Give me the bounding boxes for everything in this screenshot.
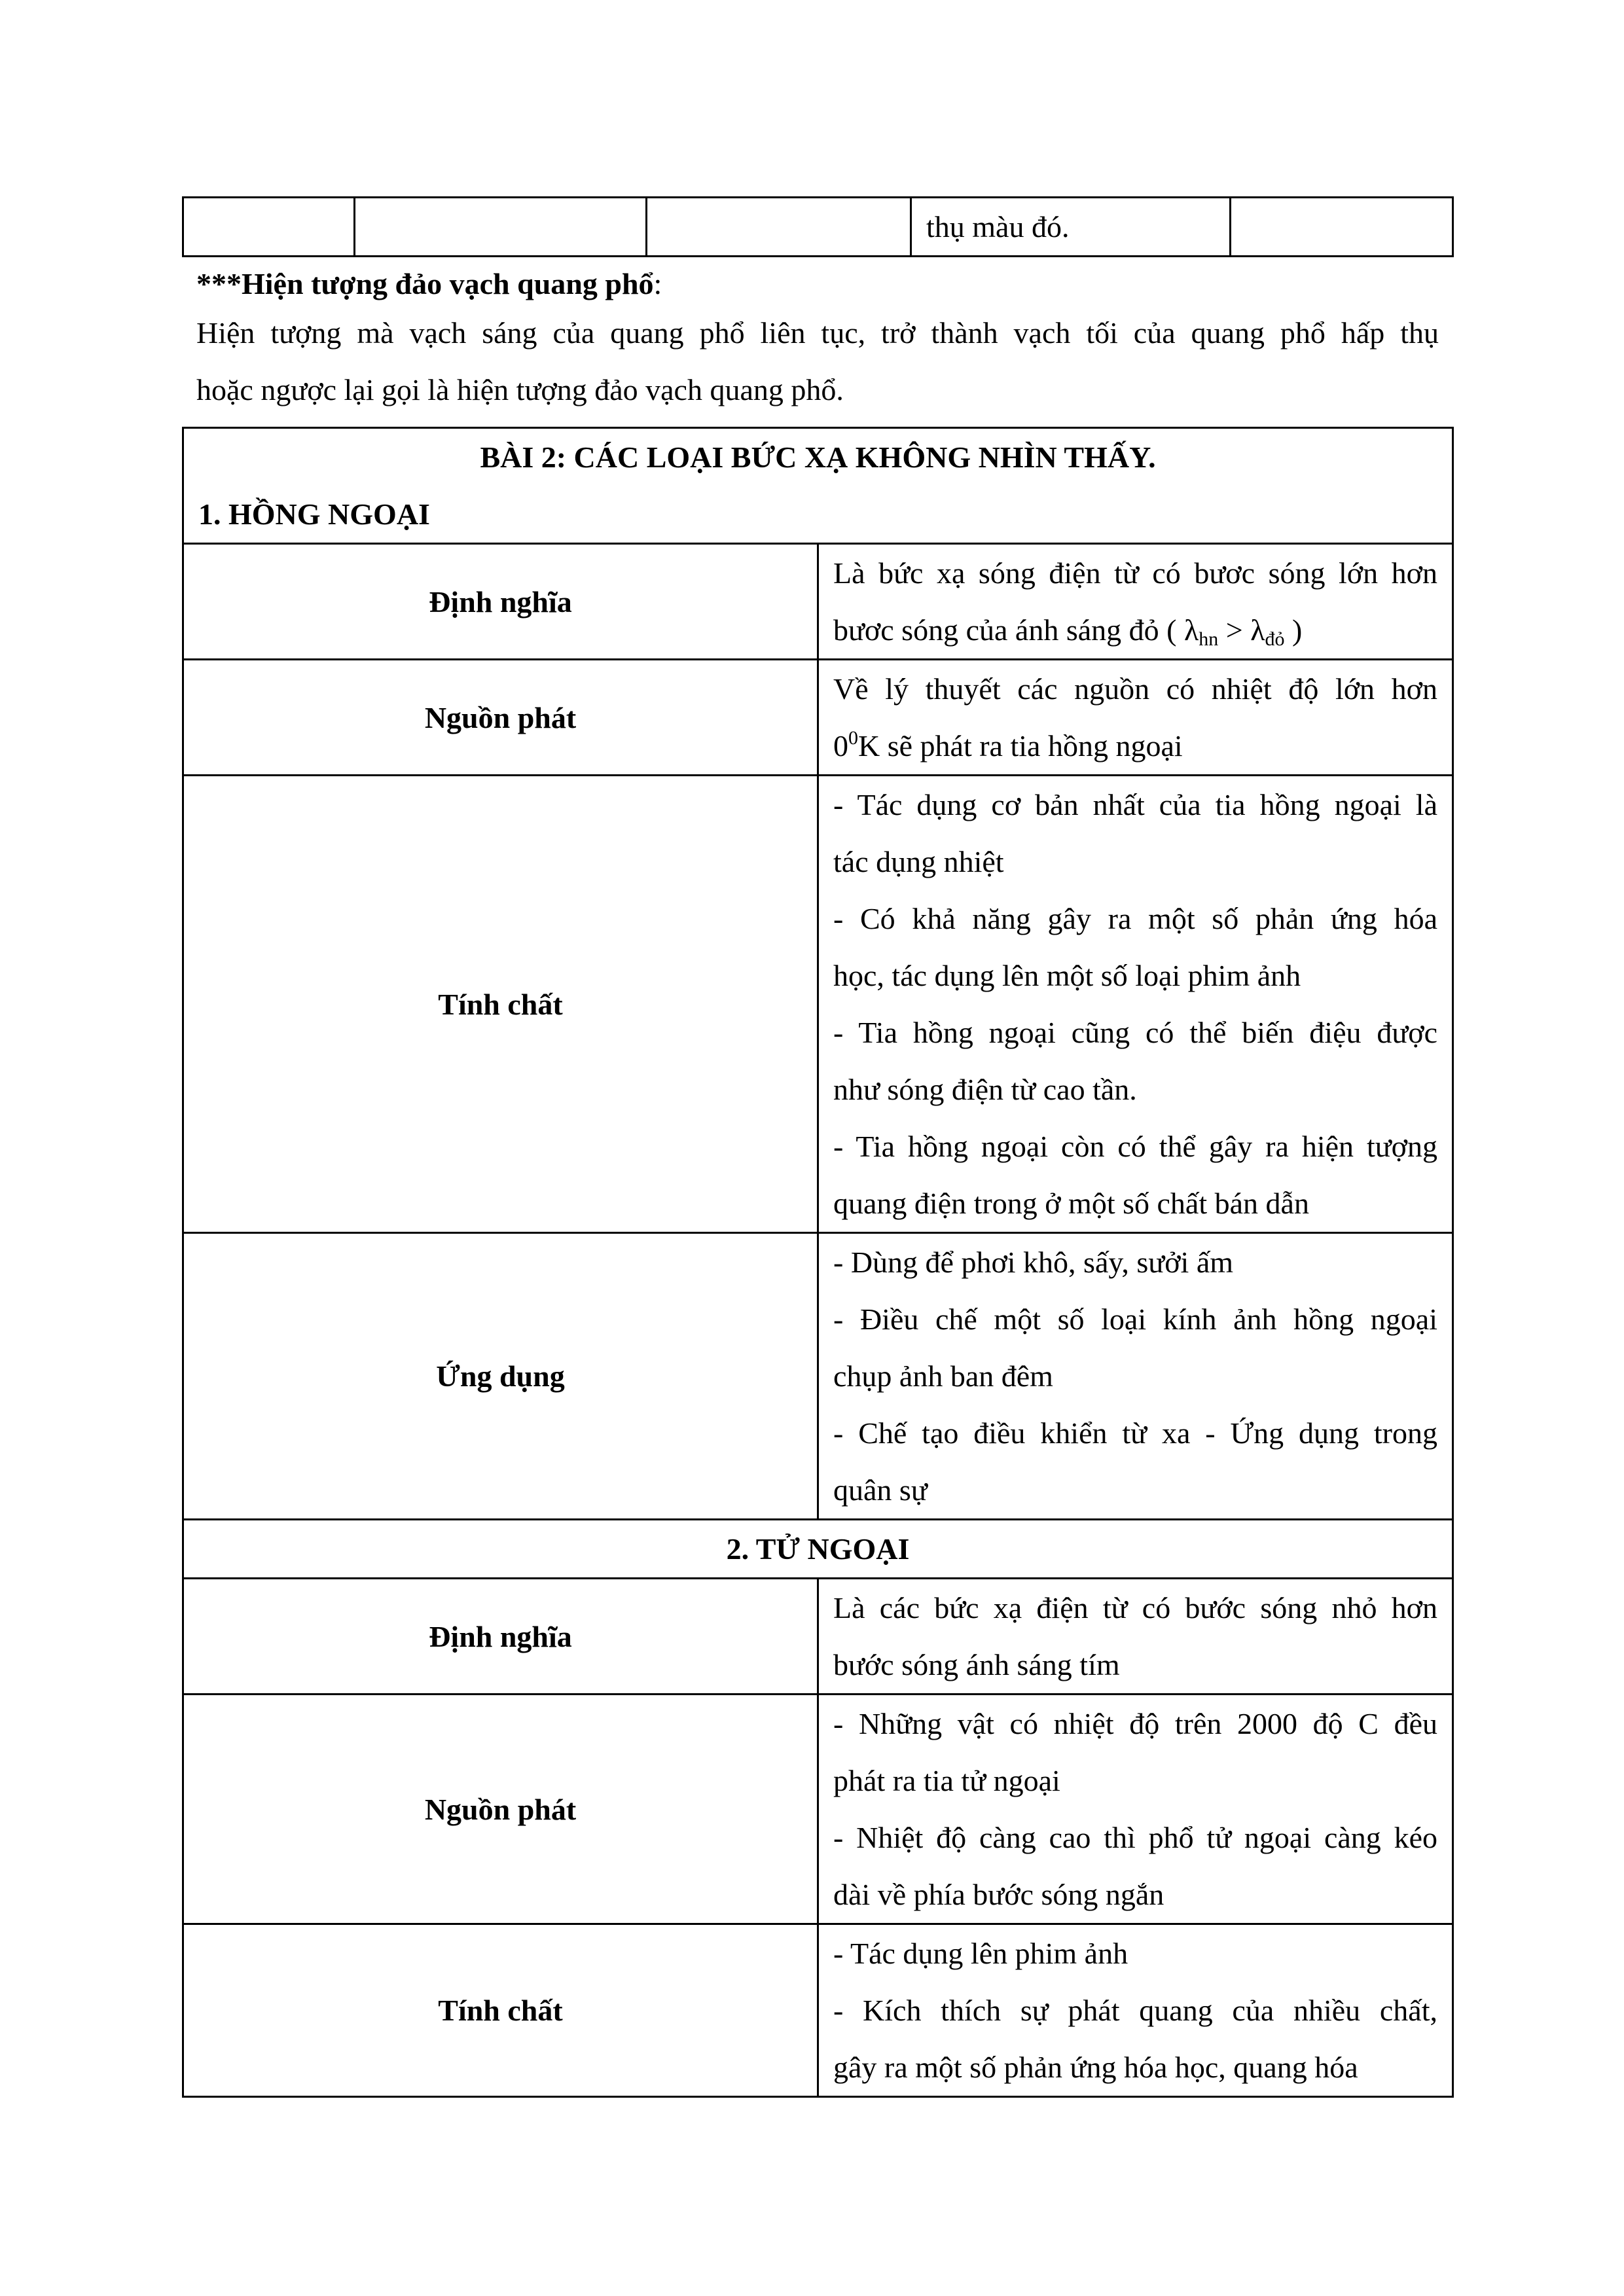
content-line: phát ra tia tử ngoại [833, 1764, 1060, 1797]
table-cell [183, 198, 355, 257]
table-row [183, 1924, 1453, 2097]
note-text-line: Hiện tượng mà vạch sáng của quang phổ liên tục, trở thành vạch tối của quang phổ hấp thụ [196, 316, 1439, 350]
row-content [818, 776, 1453, 1233]
note-paragraph [196, 304, 1439, 418]
greater-than: > [1218, 613, 1251, 647]
content-line [833, 601, 1437, 658]
table-row [183, 428, 1453, 544]
note-heading-suffix: : [653, 267, 662, 300]
content-line: - Nhiệt độ càng cao thì phổ tử ngoại càng kéo [833, 1821, 1437, 1854]
table-row [183, 1233, 1453, 1520]
content-line: dài về phía bước sóng ngắn [833, 1878, 1164, 1911]
lesson-title: BÀI 2: CÁC LOẠI BỨC XẠ KHÔNG NHÌN THẤY. [480, 440, 1156, 474]
table-row [183, 1520, 1453, 1579]
continuation-table [182, 196, 1454, 257]
table-row [183, 1695, 1453, 1924]
content-line: chụp ảnh ban đêm [833, 1359, 1053, 1393]
row-label: Ứng dụng [183, 1233, 818, 1520]
content-line: - Tác dụng lên phim ảnh [833, 1937, 1128, 1970]
table-cell [1231, 198, 1453, 257]
table-row [183, 544, 1453, 660]
table-cell [647, 198, 911, 257]
row-label: Nguồn phát [183, 1695, 818, 1924]
table-cell-fragment: thụ màu đó. [911, 198, 1231, 257]
content-line: như sóng điện từ cao tần. [833, 1073, 1137, 1106]
content-line: Về lý thuyết các nguồn có nhiệt độ lớn hơn [833, 672, 1437, 706]
row-content [818, 660, 1453, 776]
content-line [833, 717, 1437, 774]
row-content [818, 1695, 1453, 1924]
content-line: - Những vật có nhiệt độ trên 2000 độ C đều [833, 1707, 1437, 1740]
table-cell [355, 198, 647, 257]
table-row [183, 660, 1453, 776]
content-line: - Dùng để phơi khô, sấy, sưởi ấm [833, 1246, 1234, 1279]
content-line: học, tác dụng lên một số loại phim ảnh [833, 959, 1301, 992]
content-line: - Có khả năng gây ra một số phản ứng hóa [833, 902, 1437, 935]
row-label: Định nghĩa [183, 544, 818, 660]
content-line: - Tia hồng ngoại cũng có thể biến điệu được [833, 1016, 1437, 1049]
content-line: gây ra một số phản ứng hóa học, quang hóa [833, 2051, 1358, 2084]
table-row [183, 1579, 1453, 1695]
row-label: Định nghĩa [183, 1579, 818, 1695]
subscript-hn: hn [1199, 628, 1219, 650]
close-paren: ) [1284, 613, 1303, 647]
content-text: bươc sóng của ánh sáng đỏ ( [833, 613, 1184, 647]
row-content [818, 1233, 1453, 1520]
table-row [183, 198, 1453, 257]
content-line: tác dụng nhiệt [833, 845, 1004, 878]
content-line: quân sự [833, 1473, 928, 1507]
row-label: Tính chất [183, 776, 818, 1233]
content-line: - Tia hồng ngoại còn có thể gây ra hiện tượng [833, 1130, 1437, 1163]
note-text-line: hoặc ngược lại gọi là hiện tượng đảo vạch quang phổ. [196, 373, 844, 406]
content-line: Là bức xạ sóng điện từ có bươc sóng lớn hơn [833, 556, 1437, 590]
lesson-table [182, 427, 1454, 2098]
note-heading [196, 255, 662, 312]
content-text: K sẽ phát ra tia hồng ngoại [858, 729, 1183, 762]
lambda-symbol: λ [1250, 613, 1265, 647]
content-line: - Điều chế một số loại kính ảnh hồng ngoại [833, 1302, 1437, 1336]
content-text: 0 [833, 729, 848, 762]
content-line: - Tác dụng cơ bản nhất của tia hồng ngoại là [833, 788, 1437, 821]
content-line: - Kích thích sự phát quang của nhiều chất, [833, 1994, 1437, 2027]
lambda-symbol: λ [1183, 613, 1199, 647]
section-heading-infrared: 1. HỒNG NGOẠI [198, 497, 430, 531]
content-line: quang điện trong ở một số chất bán dẫn [833, 1187, 1309, 1220]
row-label: Tính chất [183, 1924, 818, 2097]
note-heading-text: ***Hiện tượng đảo vạch quang phổ [196, 267, 654, 300]
content-line: Là các bức xạ điện từ có bước sóng nhỏ hơn [833, 1591, 1437, 1624]
superscript-degree: 0 [848, 727, 858, 749]
row-content [818, 1924, 1453, 2097]
row-content [818, 1579, 1453, 1695]
section-heading-ultraviolet: 2. TỬ NGOẠI [183, 1520, 1453, 1579]
content-line: bước sóng ánh sáng tím [833, 1648, 1120, 1681]
table-row [183, 776, 1453, 1233]
content-line: - Chế tạo điều khiển từ xa - Ứng dụng trong [833, 1416, 1437, 1450]
lesson-title-cell [183, 428, 1453, 544]
row-label: Nguồn phát [183, 660, 818, 776]
row-content [818, 544, 1453, 660]
subscript-do: đỏ [1265, 628, 1285, 650]
